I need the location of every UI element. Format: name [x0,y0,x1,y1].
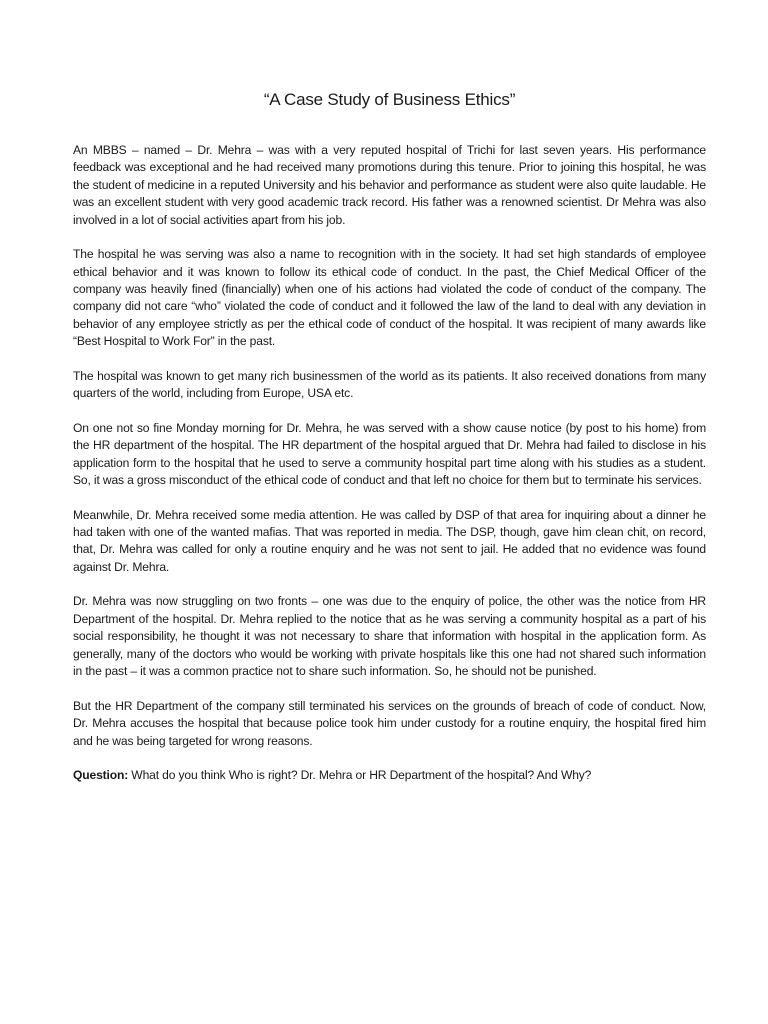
paragraph-5: Meanwhile, Dr. Mehra received some media attention. He was called by DSP of that area for inquiring about a dinner he had taken with one of the wanted mafias. That was reported in media. The DSP, though, gave him clean chit, on record, that, Dr. Mehra was called for only a routine enquiry and he was not sent to jail. He added that no evidence was found against Dr. Mehra. [73,507,706,574]
question [73,767,706,784]
paragraph-3: The hospital was known to get many rich businessmen of the world as its patients. It also received donations from many quarters of the world, including from Europe, USA etc. [73,368,706,401]
document-title: “A Case Study of Business Ethics” [263,90,516,109]
paragraph-2: The hospital he was serving was also a name to recognition with in the society. It had set high standards of employee ethical behavior and it was known to follow its ethical code of conduct. In the past, the Chief Medical Officer of the company was heavily fined (financially) when one of his actions had violated the code of conduct of the company. The company did not care “who” violated the code of conduct and it followed the law of the land to deal with any deviation in behavior of any employee strictly as per the ethical code of conduct of the hospital. It was recipient of many awards like “Best Hospital to Work For” in the past. [73,247,706,349]
question-text: What do you think Who is right? Dr. Mehra or HR Department of the hospital? And Why? [128,768,592,783]
question-label: Question: [73,768,129,783]
paragraph-6: Dr. Mehra was now struggling on two fronts – one was due to the enquiry of police, the other was the notice from HR Department of the hospital. Dr. Mehra replied to the notice that as he was serving a community hospital as a part of his social responsibility, he thought it was not necessary to share that information with hospital in the application form. As generally, many of the doctors who would be working with private hospitals like this one had not shared such information in the past – it was a common practice not to share such information. So, he should not be punished. [73,594,706,679]
paragraph-7: But the HR Department of the company still terminated his services on the grounds of breach of code of conduct. Now, Dr. Mehra accuses the hospital that because police took him under custody for a routine enquiry, the hospital fired him and he was being targeted for wrong reasons. [73,698,706,748]
paragraph-1: An MBBS – named – Dr. Mehra – was with a very reputed hospital of Trichi for last seven years. His performance feedback was exceptional and he had received many promotions during this tenure. Prior to joining this hospital, he was the student of medicine in a reputed University and his behavior and performance as student were also quite laudable. He was an excellent student with very good academic track record. His father was a renowned scientist. Dr Mehra was also involved in a lot of social activities apart from his job. [73,143,706,227]
paragraph-4: On one not so fine Monday morning for Dr. Mehra, he was served with a show cause notice (by post to his home) from the HR department of the hospital. The HR department of the hospital argued that Dr. Mehra had failed to disclose in his application form to the hospital that he used to serve a community hospital part time along with his studies as a student. So, it was a gross misconduct of the ethical code of conduct and that left no choice for them but to terminate his services. [73,420,706,488]
